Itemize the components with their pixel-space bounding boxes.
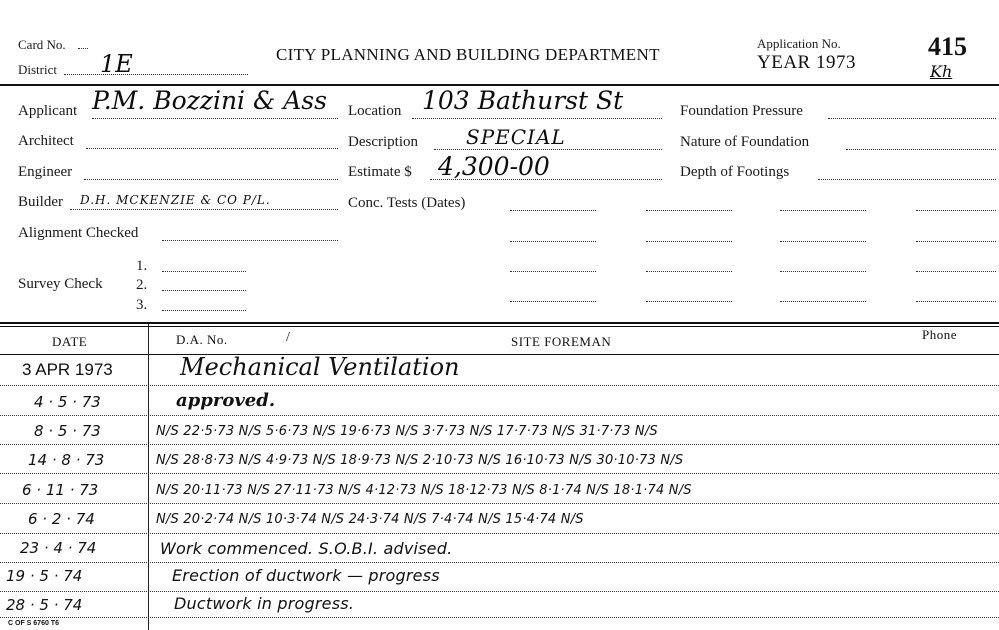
- conc-line-r1c2: [646, 210, 732, 211]
- table-top-rule: [0, 322, 999, 324]
- row-rule-8: [0, 591, 999, 592]
- card-no-line: [78, 48, 88, 49]
- conc-tests-label: Conc. Tests (Dates): [348, 195, 466, 211]
- table-row-entry: N/S 22·5·73 N/S 5·6·73 N/S 19·6·73 N/S 3·7·73 N/S 17·7·73 N/S 31·7·73 N/S: [156, 424, 658, 439]
- row-rule-5: [0, 503, 999, 504]
- row-rule-2: [0, 415, 999, 416]
- location-label: Location: [348, 103, 402, 119]
- application-label: Application No.: [757, 36, 841, 51]
- table-row-date: 14 · 8 · 73: [28, 451, 105, 469]
- conc-line-r1c3: [780, 210, 866, 211]
- table-row-entry: Ductwork in progress.: [174, 594, 355, 613]
- row-rule-4: [0, 473, 999, 474]
- applicant-label: Applicant: [18, 103, 78, 119]
- col-date-header: DATE: [52, 334, 88, 349]
- survey-line-3: [162, 310, 246, 311]
- form-code: C OF S 6760 T6: [8, 620, 59, 627]
- location-value: 103 Bathurst St: [422, 86, 624, 115]
- survey-item-3: 3.: [136, 297, 148, 313]
- nature-foundation-label: Nature of Foundation: [680, 134, 810, 150]
- applicant-value: P.M. Bozzini & Ass: [92, 86, 327, 115]
- table-top-rule-2: [0, 326, 999, 327]
- architect-line: [86, 148, 338, 149]
- conc-line-r4c1: [510, 301, 596, 302]
- row-rule-9: [0, 617, 999, 618]
- application-number: 415: [928, 32, 967, 61]
- district-line: [64, 74, 248, 75]
- depth-footings-label: Depth of Footings: [680, 164, 790, 180]
- table-row-date: 23 · 4 · 74: [20, 539, 97, 557]
- survey-line-1: [162, 271, 246, 272]
- conc-line-r2c3: [780, 241, 866, 242]
- table-row-date: 6 · 11 · 73: [22, 481, 99, 499]
- applicant-line: [92, 118, 338, 119]
- col-da-slash: /: [286, 330, 290, 345]
- survey-item-1: 1.: [136, 258, 148, 274]
- conc-line-r2c4: [916, 241, 996, 242]
- card-no-label: Card No.: [18, 37, 66, 52]
- table-row-date: 4 · 5 · 73: [34, 393, 101, 411]
- table-row-entry: Erection of ductwork — progress: [172, 566, 440, 585]
- conc-line-r3c3: [780, 271, 866, 272]
- table-row-entry: approved.: [176, 390, 276, 411]
- table-row-entry: N/S 20·2·74 N/S 10·3·74 N/S 24·3·74 N/S 7·4·74 N/S 15·4·74 N/S: [156, 512, 584, 527]
- conc-line-r4c2: [646, 301, 732, 302]
- table-row-date: 8 · 5 · 73: [34, 422, 101, 440]
- district-label: District: [18, 62, 57, 77]
- conc-line-r2c1: [510, 241, 596, 242]
- table-row-entry: Mechanical Ventilation: [180, 353, 460, 381]
- description-line: [434, 149, 662, 150]
- foundation-pressure-label: Foundation Pressure: [680, 103, 803, 119]
- estimate-label: Estimate $: [348, 164, 412, 180]
- survey-label: Survey Check: [18, 276, 103, 292]
- builder-label: Builder: [18, 194, 63, 210]
- table-row-date: 6 · 2 · 74: [28, 510, 95, 528]
- table-row-entry: Work commenced. S.O.B.I. advised.: [160, 539, 453, 558]
- conc-line-r4c4: [916, 301, 996, 302]
- application-initials: Kh: [930, 62, 953, 81]
- depth-footings-line: [818, 179, 996, 180]
- survey-item-2: 2.: [136, 277, 148, 293]
- conc-line-r4c3: [780, 301, 866, 302]
- description-label: Description: [348, 134, 418, 150]
- conc-line-r3c2: [646, 271, 732, 272]
- engineer-label: Engineer: [18, 164, 73, 180]
- nature-foundation-line: [846, 149, 996, 150]
- engineer-line: [84, 179, 338, 180]
- description-value: SPECIAL: [466, 125, 566, 149]
- row-rule-3: [0, 444, 999, 445]
- conc-line-r1c4: [916, 210, 996, 211]
- table-row-entry: N/S 28·8·73 N/S 4·9·73 N/S 18·9·73 N/S 2·10·73 N/S 16·10·73 N/S 30·10·73 N/S: [156, 453, 684, 468]
- builder-value: D.H. MCKENZIE & CO P/L.: [80, 193, 271, 207]
- conc-line-r2c2: [646, 241, 732, 242]
- row-rule-7: [0, 562, 999, 563]
- district-value: 1E: [100, 50, 133, 78]
- conc-line-r1c1: [510, 210, 596, 211]
- survey-line-2: [162, 290, 246, 291]
- table-row-date: 19 · 5 · 74: [6, 567, 83, 585]
- alignment-label: Alignment Checked: [18, 225, 139, 241]
- col-da-header: D.A. No.: [176, 332, 228, 347]
- estimate-value: 4,300-00: [438, 152, 550, 181]
- table-header-rule: [0, 354, 999, 355]
- col-foreman-header: SITE FOREMAN: [511, 334, 612, 349]
- foundation-pressure-line: [828, 118, 996, 119]
- row-rule-6: [0, 533, 999, 534]
- alignment-line: [162, 240, 338, 241]
- builder-line: [70, 209, 338, 210]
- table-row-date: 28 · 5 · 74: [6, 596, 83, 614]
- conc-line-r3c4: [916, 271, 996, 272]
- table-row-entry: N/S 20·11·73 N/S 27·11·73 N/S 4·12·73 N/S 18·12·73 N/S 8·1·74 N/S 18·1·74 N/S: [156, 483, 692, 498]
- table-column-divider: [148, 324, 149, 630]
- row-rule-1: [0, 385, 999, 386]
- year-label: YEAR 1973: [757, 52, 856, 73]
- architect-label: Architect: [18, 133, 74, 149]
- col-phone-header: Phone: [922, 327, 957, 342]
- location-line: [412, 118, 662, 119]
- table-row-date: 3 APR 1973: [22, 360, 113, 379]
- department-title: CITY PLANNING AND BUILDING DEPARTMENT: [276, 45, 660, 64]
- conc-line-r3c1: [510, 271, 596, 272]
